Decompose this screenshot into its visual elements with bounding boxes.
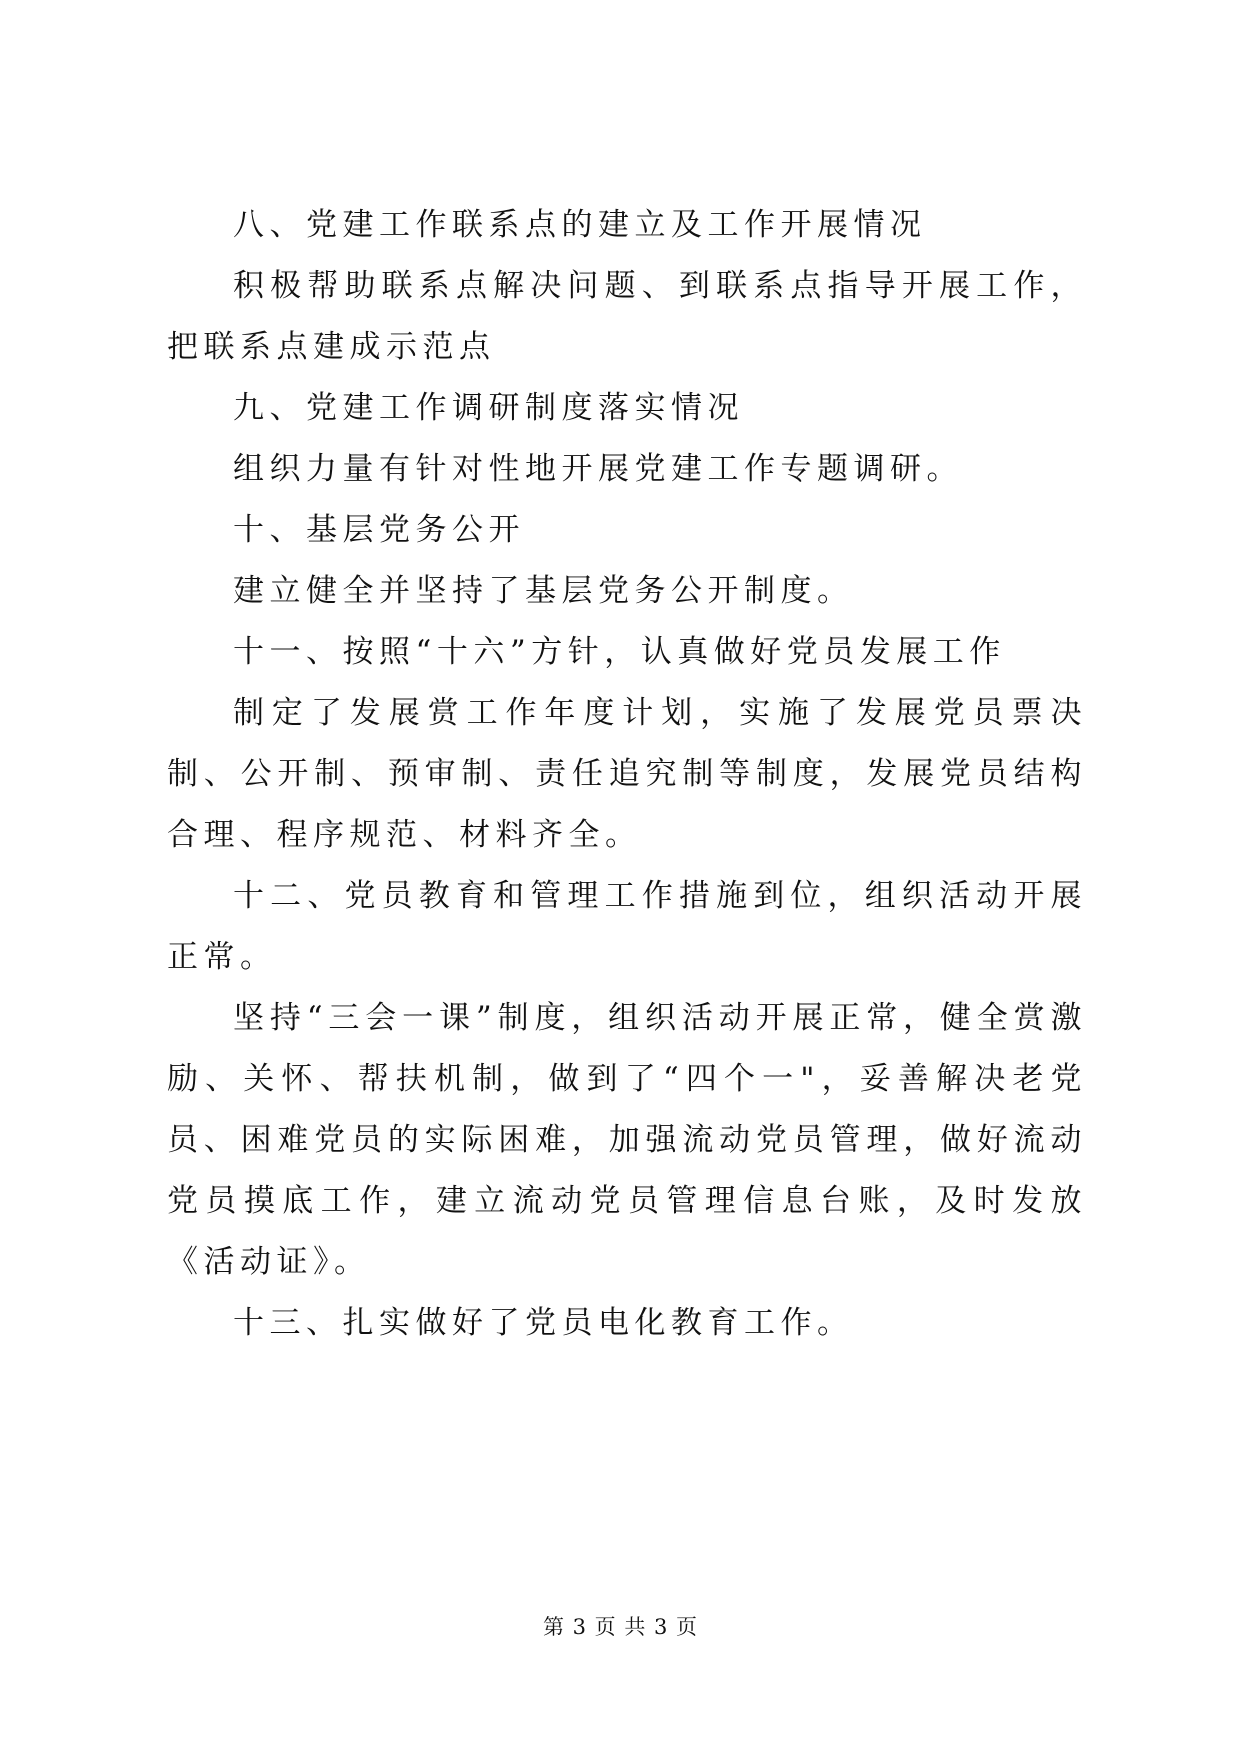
- section-body-9: 组织力量有针对性地开展党建工作专题调研。: [233, 451, 963, 487]
- document-body: [167, 195, 1087, 1354]
- page-number-footer: 第 3 页 共 3 页: [542, 1615, 699, 1639]
- section-heading-12: 十二、党员教育和管理工作措施到位，组织活动开展正常。: [167, 878, 1087, 975]
- section-heading-10: 十、基层党务公开: [233, 512, 525, 548]
- section-body-11: 制定了发展赏工作年度计划，实施了发展党员票决制、公开制、预审制、责任追究制等制度，发展党员结构合理、程序规范、材料齐全。: [167, 695, 1087, 853]
- section-body-12: 坚持“三会一课”制度，组织活动开展正常，健全赏激励、关怀、帮扶机制，做到了“四个一"，妥善解决老党员、困难党员的实际困难，加强流动党员管理，做好流动党员摸底工作，建立流动党员管理信息台账，及时发放《活动证》。: [167, 1000, 1087, 1280]
- section-heading-13: 十三、扎实做好了党员电化教育工作。: [233, 1305, 854, 1341]
- section-heading-9: 九、党建工作调研制度落实情况: [233, 390, 744, 426]
- section-body-10: 建立健全并坚持了基层党务公开制度。: [233, 573, 854, 609]
- section-body-8: 积极帮助联系点解决问题、到联系点指导开展工作，把联系点建成示范点: [167, 268, 1087, 365]
- section-heading-8: 八、党建工作联系点的建立及工作开展情况: [233, 207, 927, 243]
- section-heading-11: 十一、按照“十六”方针，认真做好党员发展工作: [233, 634, 1006, 670]
